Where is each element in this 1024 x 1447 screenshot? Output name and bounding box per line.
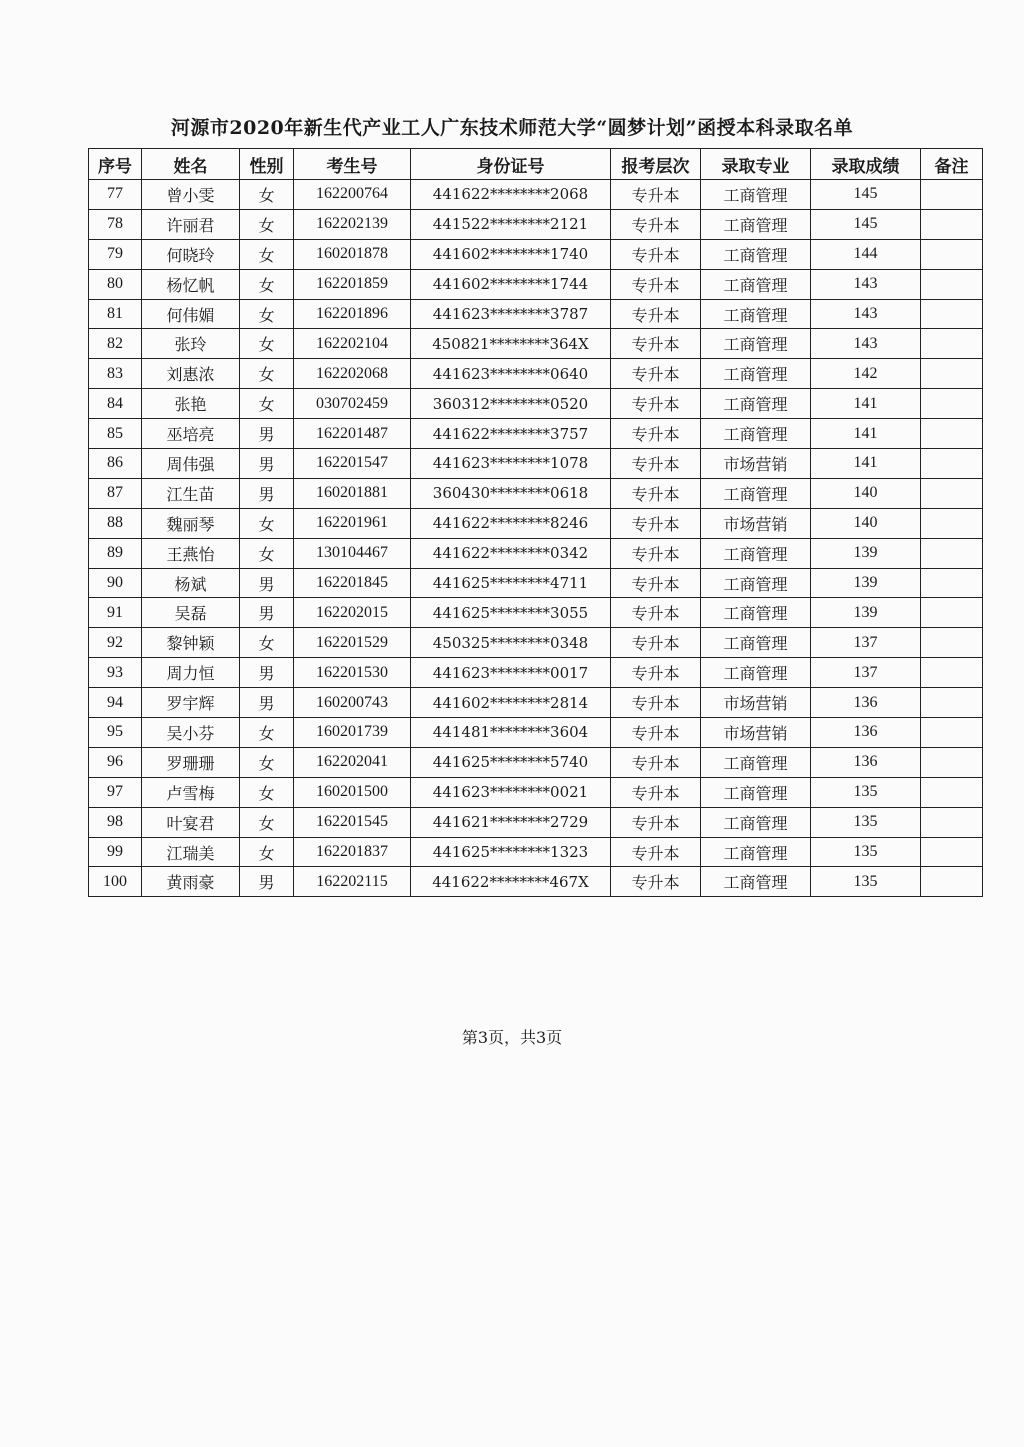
cell-level: 专升本 [611, 389, 701, 419]
table-row [89, 718, 983, 748]
table-row [89, 628, 983, 658]
table-body [89, 180, 983, 897]
cell-remarks [921, 329, 983, 359]
cell-level: 专升本 [611, 628, 701, 658]
cell-gender: 女 [240, 209, 294, 239]
cell-level: 专升本 [611, 807, 701, 837]
cell-exam-number: 162202139 [294, 209, 411, 239]
cell-name: 罗珊珊 [142, 747, 240, 777]
cell-remarks [921, 538, 983, 568]
cell-index: 85 [89, 419, 142, 449]
table-row [89, 449, 983, 479]
header-remarks: 备注 [921, 149, 983, 180]
cell-remarks [921, 299, 983, 329]
cell-id-number: 360430********0618 [411, 478, 611, 508]
cell-major: 工商管理 [701, 389, 811, 419]
cell-level: 专升本 [611, 598, 701, 628]
cell-level: 专升本 [611, 718, 701, 748]
cell-index: 98 [89, 807, 142, 837]
cell-score: 137 [811, 658, 921, 688]
cell-major: 工商管理 [701, 478, 811, 508]
cell-score: 141 [811, 419, 921, 449]
cell-major: 工商管理 [701, 807, 811, 837]
cell-remarks [921, 478, 983, 508]
cell-exam-number: 160201739 [294, 718, 411, 748]
cell-id-number: 441602********2814 [411, 688, 611, 718]
cell-id-number: 441625********1323 [411, 837, 611, 867]
cell-name: 吴小芬 [142, 718, 240, 748]
cell-remarks [921, 239, 983, 269]
cell-gender: 女 [240, 359, 294, 389]
cell-gender: 女 [240, 538, 294, 568]
cell-index: 78 [89, 209, 142, 239]
cell-score: 139 [811, 568, 921, 598]
cell-remarks [921, 867, 983, 897]
cell-level: 专升本 [611, 508, 701, 538]
cell-major: 工商管理 [701, 299, 811, 329]
cell-major: 工商管理 [701, 180, 811, 210]
table-row [89, 180, 983, 210]
table-row [89, 359, 983, 389]
cell-name: 罗宇辉 [142, 688, 240, 718]
header-score: 录取成绩 [811, 149, 921, 180]
cell-exam-number: 162201547 [294, 449, 411, 479]
table-row [89, 867, 983, 897]
cell-score: 136 [811, 747, 921, 777]
cell-major: 工商管理 [701, 239, 811, 269]
table-row [89, 299, 983, 329]
cell-remarks [921, 718, 983, 748]
cell-exam-number: 162202015 [294, 598, 411, 628]
cell-score: 137 [811, 628, 921, 658]
cell-remarks [921, 269, 983, 299]
cell-index: 82 [89, 329, 142, 359]
cell-score: 142 [811, 359, 921, 389]
cell-remarks [921, 688, 983, 718]
cell-remarks [921, 747, 983, 777]
cell-gender: 男 [240, 598, 294, 628]
cell-index: 77 [89, 180, 142, 210]
cell-score: 140 [811, 508, 921, 538]
cell-gender: 男 [240, 688, 294, 718]
table-row [89, 658, 983, 688]
cell-name: 何晓玲 [142, 239, 240, 269]
cell-score: 144 [811, 239, 921, 269]
cell-exam-number: 160201878 [294, 239, 411, 269]
cell-exam-number: 162201859 [294, 269, 411, 299]
cell-level: 专升本 [611, 269, 701, 299]
cell-index: 94 [89, 688, 142, 718]
cell-gender: 男 [240, 867, 294, 897]
cell-level: 专升本 [611, 688, 701, 718]
cell-name: 周力恒 [142, 658, 240, 688]
cell-id-number: 441625********3055 [411, 598, 611, 628]
cell-exam-number: 162201487 [294, 419, 411, 449]
cell-remarks [921, 658, 983, 688]
cell-level: 专升本 [611, 359, 701, 389]
cell-id-number: 441622********0342 [411, 538, 611, 568]
cell-gender: 女 [240, 747, 294, 777]
cell-level: 专升本 [611, 449, 701, 479]
cell-exam-number: 160200743 [294, 688, 411, 718]
table-row [89, 777, 983, 807]
cell-index: 80 [89, 269, 142, 299]
cell-name: 魏丽琴 [142, 508, 240, 538]
table-row [89, 538, 983, 568]
cell-major: 市场营销 [701, 449, 811, 479]
header-exam-number: 考生号 [294, 149, 411, 180]
header-major: 录取专业 [701, 149, 811, 180]
header-name: 姓名 [142, 149, 240, 180]
cell-index: 97 [89, 777, 142, 807]
cell-remarks [921, 777, 983, 807]
cell-major: 工商管理 [701, 777, 811, 807]
cell-level: 专升本 [611, 538, 701, 568]
cell-score: 135 [811, 837, 921, 867]
cell-level: 专升本 [611, 329, 701, 359]
table-row [89, 239, 983, 269]
cell-gender: 男 [240, 478, 294, 508]
cell-id-number: 441623********0021 [411, 777, 611, 807]
cell-score: 143 [811, 269, 921, 299]
table-row [89, 807, 983, 837]
cell-id-number: 441623********0017 [411, 658, 611, 688]
cell-major: 工商管理 [701, 329, 811, 359]
cell-index: 92 [89, 628, 142, 658]
cell-score: 143 [811, 299, 921, 329]
table-row [89, 209, 983, 239]
cell-score: 136 [811, 688, 921, 718]
cell-name: 巫培亮 [142, 419, 240, 449]
cell-index: 89 [89, 538, 142, 568]
cell-score: 141 [811, 449, 921, 479]
cell-exam-number: 160201500 [294, 777, 411, 807]
table-row [89, 688, 983, 718]
cell-gender: 男 [240, 658, 294, 688]
cell-gender: 女 [240, 389, 294, 419]
cell-index: 87 [89, 478, 142, 508]
table-row [89, 508, 983, 538]
cell-exam-number: 162202104 [294, 329, 411, 359]
cell-gender: 女 [240, 628, 294, 658]
cell-gender: 女 [240, 299, 294, 329]
cell-score: 135 [811, 807, 921, 837]
cell-gender: 男 [240, 568, 294, 598]
cell-exam-number: 162200764 [294, 180, 411, 210]
table-row [89, 598, 983, 628]
cell-level: 专升本 [611, 209, 701, 239]
cell-gender: 女 [240, 239, 294, 269]
cell-major: 工商管理 [701, 867, 811, 897]
cell-gender: 男 [240, 419, 294, 449]
cell-id-number: 441625********4711 [411, 568, 611, 598]
table-row [89, 419, 983, 449]
table-row [89, 389, 983, 419]
cell-gender: 女 [240, 269, 294, 299]
cell-name: 张艳 [142, 389, 240, 419]
cell-name: 黄雨豪 [142, 867, 240, 897]
cell-id-number: 441625********5740 [411, 747, 611, 777]
cell-major: 工商管理 [701, 628, 811, 658]
cell-level: 专升本 [611, 658, 701, 688]
cell-index: 79 [89, 239, 142, 269]
cell-name: 江生苗 [142, 478, 240, 508]
document-title: 河源市2020年新生代产业工人广东技术师范大学“圆梦计划”函授本科录取名单 [170, 117, 854, 139]
header-row [89, 149, 983, 180]
cell-gender: 女 [240, 329, 294, 359]
cell-index: 83 [89, 359, 142, 389]
cell-id-number: 441621********2729 [411, 807, 611, 837]
cell-major: 市场营销 [701, 508, 811, 538]
cell-index: 95 [89, 718, 142, 748]
cell-name: 江瑞美 [142, 837, 240, 867]
table-row [89, 478, 983, 508]
cell-remarks [921, 568, 983, 598]
cell-score: 145 [811, 180, 921, 210]
cell-id-number: 360312********0520 [411, 389, 611, 419]
cell-level: 专升本 [611, 419, 701, 449]
header-index: 序号 [89, 149, 142, 180]
cell-exam-number: 162201845 [294, 568, 411, 598]
cell-exam-number: 162202068 [294, 359, 411, 389]
cell-score: 139 [811, 598, 921, 628]
header-id-number: 身份证号 [411, 149, 611, 180]
cell-index: 96 [89, 747, 142, 777]
admission-table [88, 148, 983, 897]
header-gender: 性别 [240, 149, 294, 180]
cell-index: 84 [89, 389, 142, 419]
table-row [89, 837, 983, 867]
cell-gender: 男 [240, 449, 294, 479]
cell-index: 81 [89, 299, 142, 329]
page-footer: 第3页，共3页 [461, 1028, 563, 1047]
cell-id-number: 441623********0640 [411, 359, 611, 389]
cell-remarks [921, 419, 983, 449]
cell-id-number: 441622********3757 [411, 419, 611, 449]
cell-exam-number: 162202041 [294, 747, 411, 777]
cell-index: 100 [89, 867, 142, 897]
cell-major: 工商管理 [701, 209, 811, 239]
cell-exam-number: 162201961 [294, 508, 411, 538]
cell-level: 专升本 [611, 299, 701, 329]
cell-major: 工商管理 [701, 568, 811, 598]
cell-level: 专升本 [611, 837, 701, 867]
cell-level: 专升本 [611, 478, 701, 508]
cell-gender: 女 [240, 807, 294, 837]
table-header [89, 149, 983, 180]
cell-score: 135 [811, 777, 921, 807]
cell-level: 专升本 [611, 777, 701, 807]
cell-index: 93 [89, 658, 142, 688]
cell-gender: 女 [240, 837, 294, 867]
cell-exam-number: 030702459 [294, 389, 411, 419]
table-row [89, 329, 983, 359]
cell-exam-number: 162201529 [294, 628, 411, 658]
cell-name: 许丽君 [142, 209, 240, 239]
cell-score: 141 [811, 389, 921, 419]
cell-name: 卢雪梅 [142, 777, 240, 807]
cell-major: 工商管理 [701, 658, 811, 688]
cell-id-number: 441623********3787 [411, 299, 611, 329]
header-level: 报考层次 [611, 149, 701, 180]
cell-index: 90 [89, 568, 142, 598]
cell-name: 杨斌 [142, 568, 240, 598]
cell-exam-number: 162201837 [294, 837, 411, 867]
cell-exam-number: 162201896 [294, 299, 411, 329]
cell-major: 工商管理 [701, 747, 811, 777]
cell-remarks [921, 628, 983, 658]
cell-remarks [921, 807, 983, 837]
cell-name: 曾小雯 [142, 180, 240, 210]
cell-major: 市场营销 [701, 688, 811, 718]
cell-major: 工商管理 [701, 359, 811, 389]
cell-name: 吴磊 [142, 598, 240, 628]
cell-remarks [921, 389, 983, 419]
cell-id-number: 441522********2121 [411, 209, 611, 239]
cell-major: 工商管理 [701, 598, 811, 628]
cell-index: 99 [89, 837, 142, 867]
cell-id-number: 441481********3604 [411, 718, 611, 748]
cell-id-number: 441622********8246 [411, 508, 611, 538]
table-row [89, 568, 983, 598]
cell-exam-number: 160201881 [294, 478, 411, 508]
cell-level: 专升本 [611, 239, 701, 269]
cell-id-number: 450325********0348 [411, 628, 611, 658]
cell-index: 88 [89, 508, 142, 538]
cell-name: 叶宴君 [142, 807, 240, 837]
cell-name: 杨忆帆 [142, 269, 240, 299]
cell-id-number: 441602********1740 [411, 239, 611, 269]
cell-name: 张玲 [142, 329, 240, 359]
cell-remarks [921, 359, 983, 389]
cell-gender: 女 [240, 777, 294, 807]
cell-major: 市场营销 [701, 718, 811, 748]
cell-exam-number: 162201530 [294, 658, 411, 688]
cell-remarks [921, 180, 983, 210]
cell-gender: 女 [240, 508, 294, 538]
cell-index: 91 [89, 598, 142, 628]
cell-score: 140 [811, 478, 921, 508]
cell-index: 86 [89, 449, 142, 479]
cell-id-number: 441622********2068 [411, 180, 611, 210]
cell-name: 何伟媚 [142, 299, 240, 329]
cell-id-number: 441622********467X [411, 867, 611, 897]
cell-score: 143 [811, 329, 921, 359]
cell-level: 专升本 [611, 867, 701, 897]
cell-major: 工商管理 [701, 538, 811, 568]
cell-exam-number: 162202115 [294, 867, 411, 897]
cell-exam-number: 130104467 [294, 538, 411, 568]
cell-score: 136 [811, 718, 921, 748]
cell-level: 专升本 [611, 747, 701, 777]
cell-major: 工商管理 [701, 419, 811, 449]
cell-major: 工商管理 [701, 269, 811, 299]
table-row [89, 269, 983, 299]
cell-level: 专升本 [611, 568, 701, 598]
cell-gender: 女 [240, 718, 294, 748]
cell-name: 黎钟颖 [142, 628, 240, 658]
cell-remarks [921, 837, 983, 867]
cell-remarks [921, 209, 983, 239]
cell-exam-number: 162201545 [294, 807, 411, 837]
cell-remarks [921, 598, 983, 628]
cell-id-number: 450821********364X [411, 329, 611, 359]
cell-gender: 女 [240, 180, 294, 210]
cell-level: 专升本 [611, 180, 701, 210]
cell-score: 145 [811, 209, 921, 239]
cell-id-number: 441623********1078 [411, 449, 611, 479]
cell-remarks [921, 508, 983, 538]
cell-name: 周伟强 [142, 449, 240, 479]
cell-score: 139 [811, 538, 921, 568]
cell-name: 刘惠浓 [142, 359, 240, 389]
cell-major: 工商管理 [701, 837, 811, 867]
cell-remarks [921, 449, 983, 479]
table-row [89, 747, 983, 777]
cell-name: 王燕怡 [142, 538, 240, 568]
cell-score: 135 [811, 867, 921, 897]
cell-id-number: 441602********1744 [411, 269, 611, 299]
